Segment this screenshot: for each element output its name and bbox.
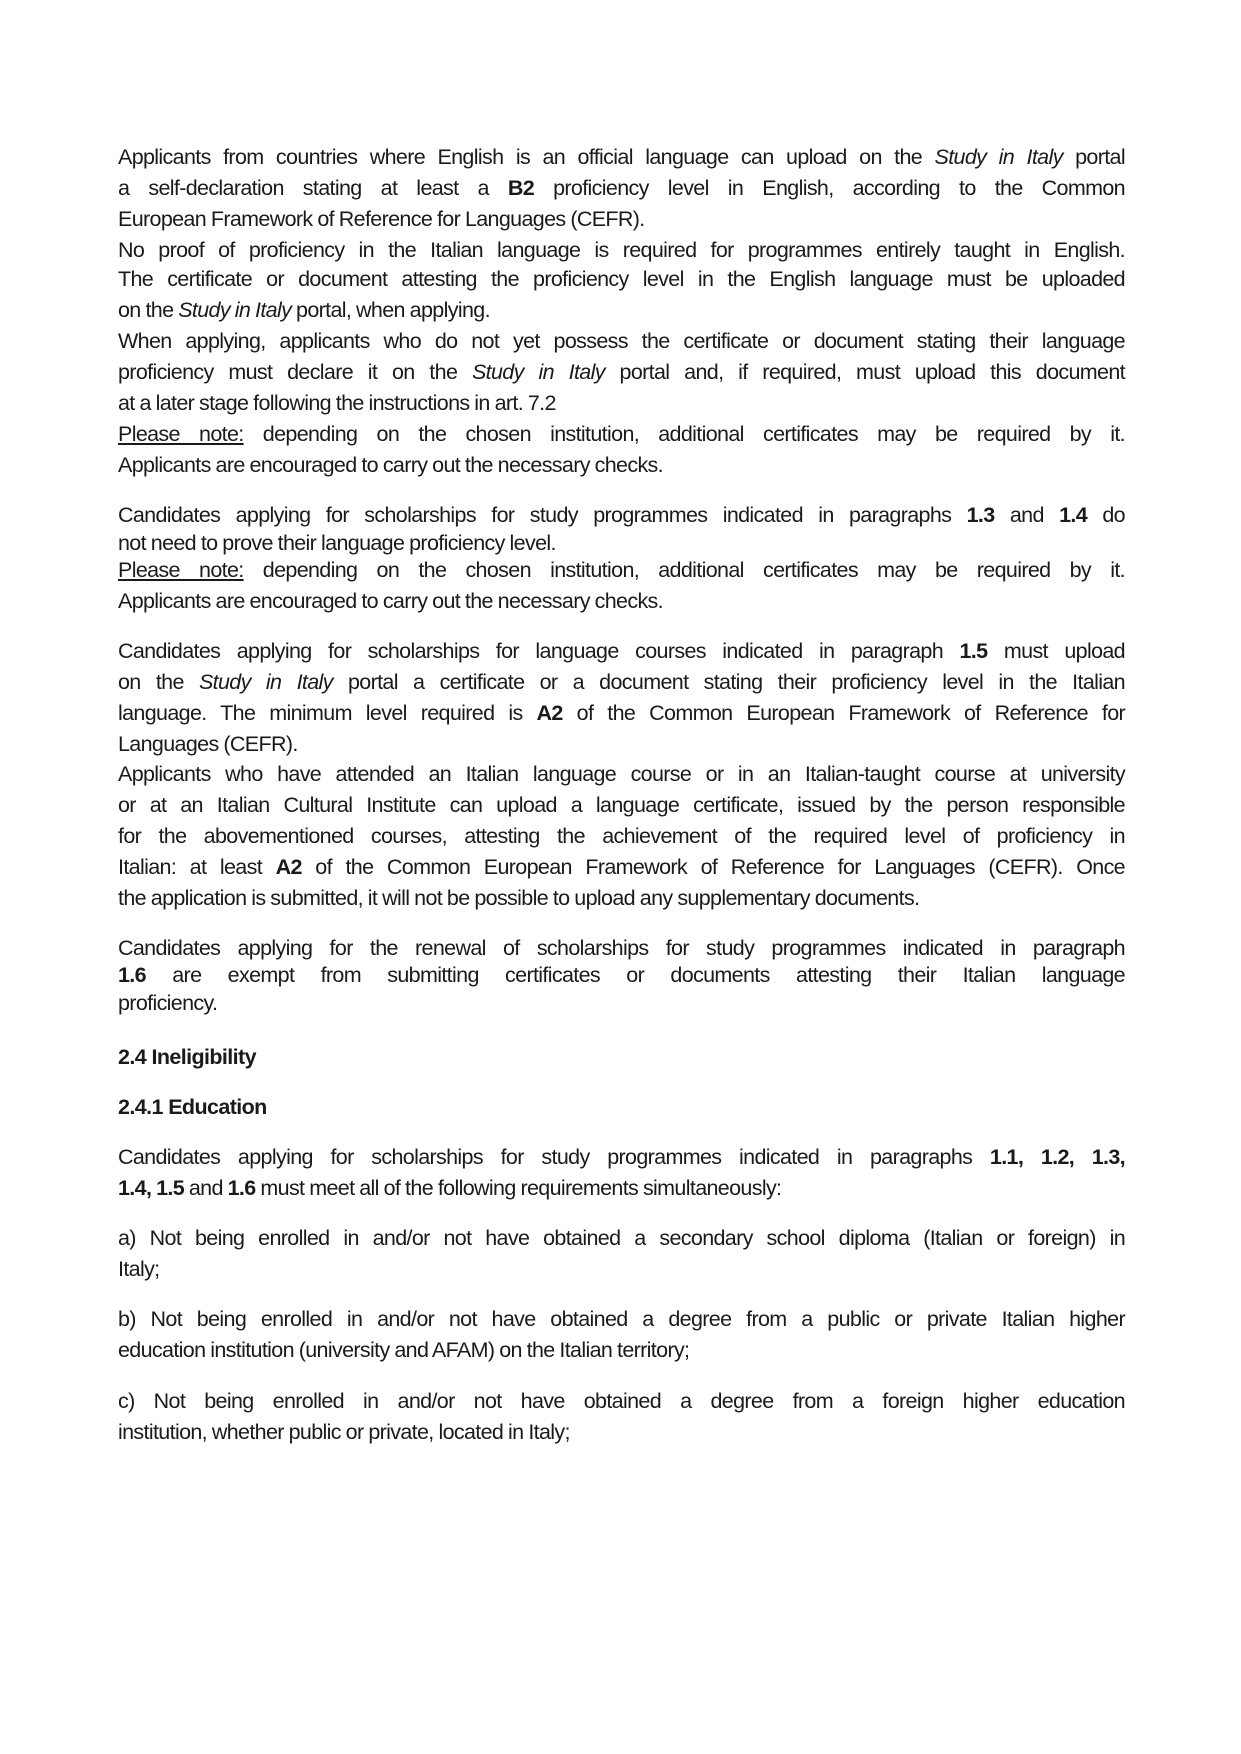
bold-text: A2 [275,855,302,879]
text-line [118,670,1125,695]
section-heading [118,1045,256,1070]
text-run: Candidates applying for scholarships for study programmes indicated in paragraphs [118,503,967,527]
text-run: b) Not being enrolled in and/or not have obtained a degree from a public or private Italian higher [118,1307,1125,1331]
text-run: The certificate or document attesting the proficiency level in the English language must be uploaded [118,267,1125,291]
bold-text: 1.6 [227,1176,256,1200]
text-line [118,762,1125,787]
text-run: for the abovementioned courses, attesting the achievement of the required level of proficiency in [118,824,1125,848]
text-run: Applicants are encouraged to carry out the necessary checks. [118,453,663,477]
text-run: Applicants who have attended an Italian language course or in an Italian-taught course at university [118,762,1125,786]
text-line [118,453,1125,478]
italic-text: Study in Italy [934,145,1063,169]
text-line [118,558,1125,583]
text-run: on the [118,298,179,322]
text-line [118,503,1125,528]
italic-text: Study in Italy [178,298,292,322]
text-run: portal [1062,145,1125,169]
bold-text: 1.3 [966,503,995,527]
italic-text: Study in Italy [471,360,605,384]
text-line [118,1257,1125,1282]
text-run: and [184,1176,228,1200]
text-run: European Framework of Reference for Languages (CEFR). [118,207,645,231]
text-run: Italy; [118,1257,160,1281]
text-run: Candidates applying for scholarships for language courses indicated in paragraph [118,639,960,663]
underlined-text: Please note: [118,558,244,582]
text-line [118,991,1125,1016]
text-run: institution, whether public or private, located in Italy; [118,1420,570,1444]
text-line [118,855,1125,880]
bold-text: 2.4 Ineligibility [118,1045,256,1069]
text-run: the application is submitted, it will not be possible to upload any supplementary documents. [118,886,920,910]
section-heading [118,1095,267,1120]
text-line [118,701,1125,726]
text-line [118,732,1125,757]
bold-text: 2.4.1 Education [118,1095,267,1119]
bold-text: 1.4 [1059,503,1088,527]
text-line [118,1176,1125,1201]
text-run: on the [118,670,199,694]
bold-text: A2 [536,701,563,725]
bold-text: B2 [507,176,535,200]
italic-text: Study in Italy [198,670,333,694]
text-run: portal and, if required, must upload this document [604,360,1125,384]
text-run: portal a certificate or a document stating their proficiency level in the Italian [332,670,1125,694]
text-run: do [1087,503,1125,527]
text-run: a self-declaration stating at least a [118,176,508,200]
text-run: of the Common European Framework of Reference for [562,701,1126,725]
text-line [118,886,1125,911]
bold-text: 1.5 [959,639,988,663]
text-line [118,639,1125,664]
text-line [118,145,1125,170]
text-run: are exempt from submitting certificates or documents attesting their Italian language [145,963,1125,987]
text-run: education institution (university and AFAM) on the Italian territory; [118,1338,690,1362]
text-line [118,589,1125,614]
text-line [118,963,1125,988]
text-line [118,936,1125,961]
text-run: Candidates applying for scholarships for study programmes indicated in paragraphs [118,1145,990,1169]
text-run: proficiency must declare it on the [118,360,472,384]
text-line [118,391,1125,416]
text-line [118,531,1125,556]
text-line [118,267,1125,292]
text-run: depending on the chosen institution, additional certificates may be required by it. [243,422,1125,446]
underlined-text: Please note: [118,422,244,446]
text-run: When applying, applicants who do not yet possess the certificate or document stating their language [118,329,1125,353]
text-line [118,793,1125,818]
text-run: or at an Italian Cultural Institute can upload a language certificate, issued by the person responsible [118,793,1125,817]
text-run: Languages (CEFR). [118,732,298,756]
text-run: language. The minimum level required is [118,701,537,725]
text-run: Candidates applying for the renewal of scholarships for study programmes indicated in paragraph [118,936,1125,960]
text-line [118,1307,1125,1332]
text-line [118,1226,1125,1251]
text-line [118,824,1125,849]
text-line [118,422,1125,447]
text-run: Italian: at least [118,855,276,879]
text-run: proficiency level in English, according to the Common [534,176,1125,200]
text-run: c) Not being enrolled in and/or not have obtained a degree from a foreign higher education [118,1389,1125,1413]
text-line [118,1338,1125,1363]
bold-text: 1.1, 1.2, 1.3, [989,1145,1125,1169]
text-run: portal, when applying. [291,298,490,322]
text-run: not need to prove their language proficiency level. [118,531,556,555]
text-run: of the Common European Framework of Reference for Languages (CEFR). Once [301,855,1125,879]
text-run: Applicants from countries where English is an official language can upload on the [118,145,935,169]
bold-text: 1.4, 1.5 [118,1176,185,1200]
text-line [118,176,1125,201]
text-line [118,298,1125,323]
bold-text: 1.6 [118,963,146,987]
text-run: a) Not being enrolled in and/or not have obtained a secondary school diploma (Italian or foreign) in [118,1226,1125,1250]
text-run: Applicants are encouraged to carry out the necessary checks. [118,589,663,613]
text-run: and [994,503,1060,527]
text-run: must meet all of the following requirements simultaneously: [255,1176,782,1200]
text-line [118,1389,1125,1414]
text-run: at a later stage following the instructions in art. 7.2 [118,391,556,415]
text-run: No proof of proficiency in the Italian language is required for programmes entirely taught in English. [118,238,1125,262]
text-line [118,329,1125,354]
text-run: depending on the chosen institution, additional certificates may be required by it. [243,558,1125,582]
text-line [118,1420,1125,1445]
text-line [118,238,1125,263]
text-line [118,360,1125,385]
text-line [118,1145,1125,1170]
text-run: proficiency. [118,991,218,1015]
text-run: must upload [987,639,1125,663]
text-line [118,207,1125,232]
